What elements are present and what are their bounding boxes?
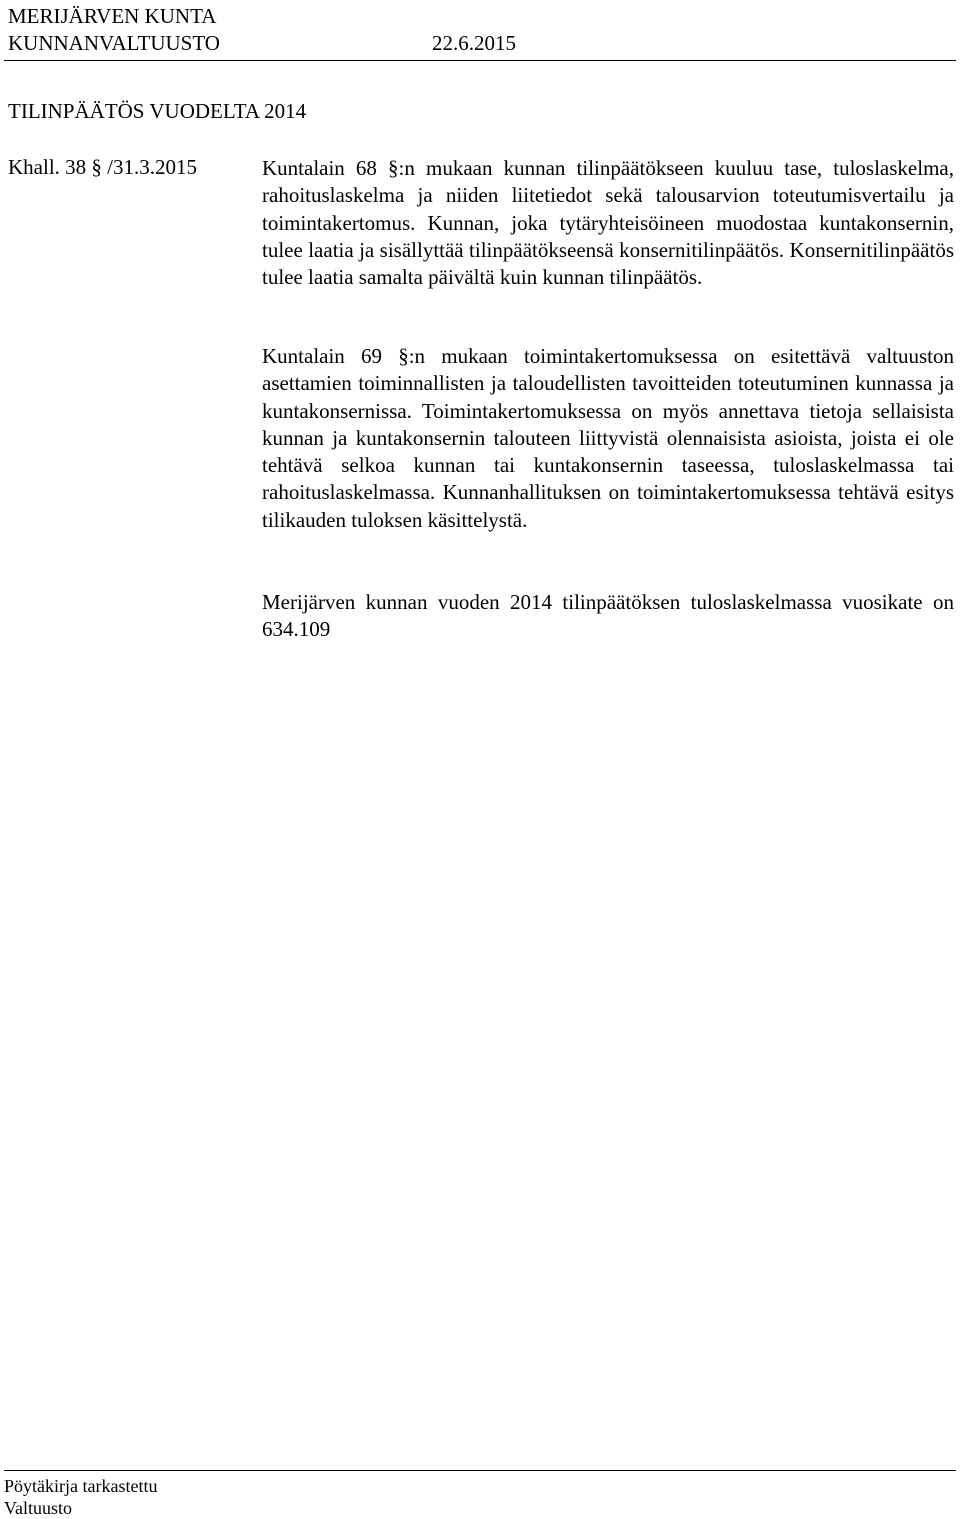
organization-name: MERIJÄRVEN KUNTA [8,4,217,28]
paragraph-annual-accounts: Kuntalain 68 §:n mukaan kunnan tilinpäätökseen kuuluu tase, tuloslaskelma, rahoituslaskelma ja niiden liitetiedot sekä talousarvion toteutumisvertailu ja toimintakertomus. Kunnan, joka tytäryhteisöineen muodostaa kuntakonsernin, tulee laatia ja sisällyttää tilinpäätökseensä konsernitilinpäätös. Konsernitilinpäätös tulee laatia samalta päivältä kuin kunnan tilinpäätös. [262,156,954,290]
section-reference: Khall. 38 § /31.3.2015 [8,155,197,179]
footer-minutes-checked: Pöytäkirja tarkastettu [4,1476,158,1496]
meeting-date: 22.6.2015 [432,31,516,55]
governing-body: KUNNANVALTUUSTO [8,31,220,55]
footer-council: Valtuusto [4,1498,73,1518]
paragraph-activity-report: Kuntalain 69 §:n mukaan toimintakertomuksessa on esitettävä valtuuston asettamien toiminnallisten ja taloudellisten tavoitteiden toteutuminen kunnassa ja kuntakonsernissa. Toimintakertomuksessa on myös annettava tietoja sellaisista kunnan ja kuntakonsernin talouteen liittyvistä olennaisista asioista, joista ei ole tehtävä selkoa kunnan tai kuntakonsernin taseessa, tuloslaskelmassa tai rahoituslaskelmassa. Kunnanhallituksen on toimintakertomuksessa tehtävä esitys tilikauden tuloksen käsittelystä. [262,344,954,532]
header-divider [4,60,956,61]
paragraph-annual-margin: Merijärven kunnan vuoden 2014 tilinpäätöksen tuloslaskelmassa vuosikate on 634.109 [262,590,954,642]
document-title: TILINPÄÄTÖS VUODELTA 2014 [8,99,307,123]
footer-divider [4,1470,956,1471]
